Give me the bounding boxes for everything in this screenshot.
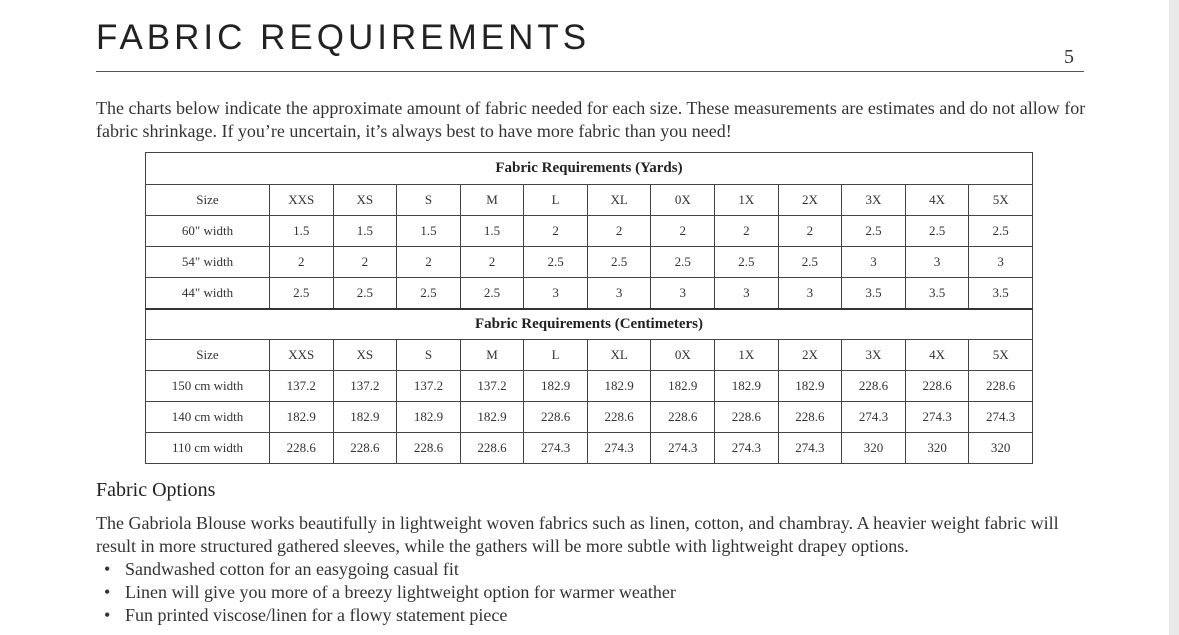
fabric-amount-cell: 228.6	[460, 433, 524, 464]
fabric-amount-cell: 1.5	[333, 216, 397, 247]
fabric-requirements-table	[145, 152, 1033, 464]
table-title-row	[146, 309, 1033, 340]
fabric-amount-cell: 2.5	[842, 216, 906, 247]
fabric-amount-cell: 320	[842, 433, 906, 464]
fabric-amount-cell: 228.6	[524, 402, 588, 433]
title-divider	[96, 71, 1084, 72]
fabric-amount-cell: 3	[842, 247, 906, 278]
size-header-cell: 5X	[969, 340, 1033, 371]
fabric-amount-cell: 228.6	[587, 402, 651, 433]
size-label-cell: Size	[146, 185, 270, 216]
fabric-options-list	[104, 558, 676, 627]
table-title: Fabric Requirements (Centimeters)	[146, 309, 1033, 340]
fabric-amount-cell: 2.5	[587, 247, 651, 278]
size-label-cell: Size	[146, 340, 270, 371]
fabric-amount-cell: 137.2	[333, 371, 397, 402]
fabric-amount-cell: 3.5	[905, 278, 969, 310]
intro-paragraph: The charts below indicate the approximate amount of fabric needed for each size. These measurements are estimates and do not allow for fabric shrinkage. If you’re uncertain, it’s always best to have more fabric than you need!	[96, 98, 1086, 141]
fabric-amount-cell: 2	[460, 247, 524, 278]
fabric-amount-cell: 182.9	[460, 402, 524, 433]
fabric-amount-cell: 274.3	[778, 433, 842, 464]
fabric-amount-cell: 2.5	[333, 278, 397, 310]
fabric-amount-cell: 2	[587, 216, 651, 247]
table-title: Fabric Requirements (Yards)	[146, 153, 1033, 185]
fabric-amount-cell: 2.5	[397, 278, 461, 310]
fabric-amount-cell: 182.9	[333, 402, 397, 433]
size-header-cell: XL	[587, 340, 651, 371]
fabric-amount-cell: 137.2	[270, 371, 334, 402]
fabric-amount-cell: 3	[969, 247, 1033, 278]
fabric-amount-cell: 3	[715, 278, 779, 310]
size-header-cell: S	[397, 185, 461, 216]
width-label-cell: 140 cm width	[146, 402, 270, 433]
size-header-cell: M	[460, 185, 524, 216]
width-label-cell: 44" width	[146, 278, 270, 310]
width-label-cell: 150 cm width	[146, 371, 270, 402]
fabric-amount-cell: 228.6	[778, 402, 842, 433]
size-header-cell: 5X	[969, 185, 1033, 216]
fabric-amount-cell: 274.3	[651, 433, 715, 464]
width-label-cell: 60" width	[146, 216, 270, 247]
table-row	[146, 371, 1033, 402]
fabric-amount-cell: 1.5	[460, 216, 524, 247]
fabric-amount-cell: 228.6	[969, 371, 1033, 402]
fabric-amount-cell: 228.6	[905, 371, 969, 402]
size-header-cell: XS	[333, 185, 397, 216]
fabric-amount-cell: 228.6	[842, 371, 906, 402]
list-item-text: Sandwashed cotton for an easygoing casual fit	[125, 559, 459, 579]
fabric-amount-cell: 2.5	[651, 247, 715, 278]
fabric-amount-cell: 2	[270, 247, 334, 278]
fabric-amount-cell: 182.9	[778, 371, 842, 402]
size-header-cell: XS	[333, 340, 397, 371]
width-label-cell: 110 cm width	[146, 433, 270, 464]
table-row	[146, 216, 1033, 247]
size-header-cell: XXS	[270, 340, 334, 371]
fabric-amount-cell: 228.6	[651, 402, 715, 433]
fabric-amount-cell: 182.9	[715, 371, 779, 402]
fabric-amount-cell: 320	[905, 433, 969, 464]
fabric-amount-cell: 137.2	[397, 371, 461, 402]
fabric-amount-cell: 2	[333, 247, 397, 278]
width-label-cell: 54" width	[146, 247, 270, 278]
table-row	[146, 402, 1033, 433]
table-header-row	[146, 340, 1033, 371]
size-header-cell: 0X	[651, 185, 715, 216]
list-item	[104, 581, 676, 604]
size-header-cell: 4X	[905, 340, 969, 371]
fabric-amount-cell: 182.9	[651, 371, 715, 402]
size-header-cell: L	[524, 340, 588, 371]
size-header-cell: 2X	[778, 340, 842, 371]
size-header-cell: 1X	[715, 340, 779, 371]
fabric-amount-cell: 274.3	[715, 433, 779, 464]
fabric-options-heading: Fabric Options	[96, 479, 216, 501]
fabric-amount-cell: 182.9	[524, 371, 588, 402]
fabric-amount-cell: 274.3	[905, 402, 969, 433]
fabric-amount-cell: 320	[969, 433, 1033, 464]
page-edge-shadow	[1169, 0, 1179, 635]
size-header-cell: 3X	[842, 340, 906, 371]
size-header-cell: XXS	[270, 185, 334, 216]
fabric-amount-cell: 182.9	[270, 402, 334, 433]
fabric-amount-cell: 274.3	[524, 433, 588, 464]
table-title-row	[146, 153, 1033, 185]
fabric-amount-cell: 3.5	[969, 278, 1033, 310]
fabric-amount-cell: 228.6	[397, 433, 461, 464]
fabric-amount-cell: 2.5	[778, 247, 842, 278]
fabric-amount-cell: 2	[524, 216, 588, 247]
fabric-amount-cell: 2.5	[715, 247, 779, 278]
fabric-amount-cell: 228.6	[715, 402, 779, 433]
size-header-cell: M	[460, 340, 524, 371]
size-header-cell: S	[397, 340, 461, 371]
fabric-amount-cell: 2.5	[460, 278, 524, 310]
bullet-icon: •	[104, 582, 111, 602]
fabric-amount-cell: 2.5	[905, 216, 969, 247]
fabric-amount-cell: 228.6	[270, 433, 334, 464]
fabric-amount-cell: 1.5	[270, 216, 334, 247]
list-item-text: Linen will give you more of a breezy lightweight option for warmer weather	[125, 582, 676, 602]
size-header-cell: 0X	[651, 340, 715, 371]
page-number: 5	[1064, 46, 1074, 68]
fabric-amount-cell: 137.2	[460, 371, 524, 402]
size-header-cell: XL	[587, 185, 651, 216]
size-header-cell: 3X	[842, 185, 906, 216]
bullet-icon: •	[104, 605, 111, 625]
fabric-amount-cell: 274.3	[969, 402, 1033, 433]
size-header-cell: 4X	[905, 185, 969, 216]
fabric-amount-cell: 2.5	[270, 278, 334, 310]
bullet-icon: •	[104, 559, 111, 579]
fabric-amount-cell: 3	[524, 278, 588, 310]
table-row	[146, 247, 1033, 278]
fabric-amount-cell: 3	[587, 278, 651, 310]
fabric-amount-cell: 2	[651, 216, 715, 247]
fabric-amount-cell: 1.5	[397, 216, 461, 247]
size-header-cell: 1X	[715, 185, 779, 216]
fabric-amount-cell: 2	[715, 216, 779, 247]
table-row	[146, 433, 1033, 464]
fabric-amount-cell: 3.5	[842, 278, 906, 310]
fabric-amount-cell: 2	[397, 247, 461, 278]
size-header-cell: 2X	[778, 185, 842, 216]
fabric-amount-cell: 274.3	[587, 433, 651, 464]
fabric-amount-cell: 2.5	[524, 247, 588, 278]
list-item	[104, 604, 676, 627]
size-header-cell: L	[524, 185, 588, 216]
fabric-amount-cell: 3	[651, 278, 715, 310]
fabric-amount-cell: 182.9	[397, 402, 461, 433]
list-item	[104, 558, 676, 581]
fabric-amount-cell: 274.3	[842, 402, 906, 433]
fabric-amount-cell: 182.9	[587, 371, 651, 402]
table-row	[146, 278, 1033, 310]
fabric-amount-cell: 3	[905, 247, 969, 278]
fabric-amount-cell: 3	[778, 278, 842, 310]
table-header-row	[146, 185, 1033, 216]
page-title: FABRIC REQUIREMENTS	[96, 18, 591, 57]
fabric-amount-cell: 2.5	[969, 216, 1033, 247]
fabric-amount-cell: 2	[778, 216, 842, 247]
fabric-amount-cell: 228.6	[333, 433, 397, 464]
list-item-text: Fun printed viscose/linen for a flowy statement piece	[125, 605, 508, 625]
fabric-options-paragraph: The Gabriola Blouse works beautifully in lightweight woven fabrics such as linen, cotton, and chambray. A heavier weight fabric will result in more structured gathered sleeves, while the gathers will be more subtle with lightweight drapey options.	[96, 513, 1059, 556]
